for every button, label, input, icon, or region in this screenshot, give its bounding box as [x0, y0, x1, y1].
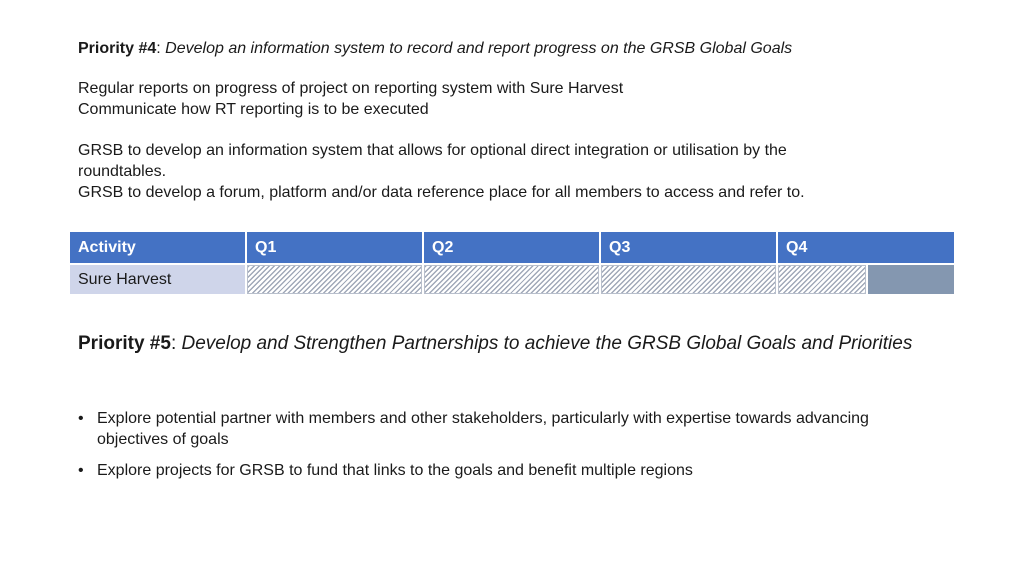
bullet-text: Explore potential partner with members and other stakeholders, particularly with expertise towards advancing objectives of goals	[97, 410, 869, 448]
hatched-progress-bar	[778, 265, 866, 294]
list-item	[78, 460, 898, 481]
column-header-q4: Q4	[777, 232, 954, 264]
q4-cell	[777, 264, 954, 294]
column-header-q3: Q3	[600, 232, 777, 264]
priority-5-title: Develop and Strengthen Partnerships to achieve the GRSB Global Goals and Priorities	[176, 333, 913, 354]
report-line: Communicate how RT reporting is to be executed	[78, 101, 429, 118]
hatched-progress-bar	[247, 265, 422, 294]
priority-4-separator: :	[156, 40, 161, 57]
bullet-icon: •	[78, 462, 84, 479]
grsb-line: GRSB to develop a forum, platform and/or data reference place for all members to access and refer to.	[78, 184, 805, 201]
priority-4-heading	[78, 38, 958, 59]
reports-block	[78, 78, 958, 120]
bullet-icon: •	[78, 410, 84, 427]
table-row	[70, 264, 954, 294]
column-header-activity: Activity	[70, 232, 246, 264]
q1-cell	[246, 264, 423, 294]
bullet-list	[78, 408, 898, 491]
schedule-table	[70, 232, 954, 294]
column-header-q1: Q1	[246, 232, 423, 264]
hatched-progress-bar	[424, 265, 599, 294]
grsb-line: GRSB to develop an information system that allows for optional direct integration or utilisation by the roundtables.	[78, 142, 787, 180]
priority-5-separator: :	[170, 333, 177, 354]
priority-5-heading	[78, 332, 958, 356]
priority-4-label: Priority #4	[78, 40, 157, 57]
grsb-block	[78, 140, 958, 203]
table-header-row	[70, 232, 954, 264]
priority-5-label: Priority #5	[78, 333, 171, 354]
q3-cell	[600, 264, 777, 294]
q2-cell	[423, 264, 600, 294]
column-header-q2: Q2	[423, 232, 600, 264]
report-line: Regular reports on progress of project on reporting system with Sure Harvest	[78, 80, 624, 97]
planned-solid-bar	[868, 265, 954, 294]
hatched-progress-bar	[601, 265, 776, 294]
list-item	[78, 408, 898, 450]
bullet-text: Explore projects for GRSB to fund that links to the goals and benefit multiple regions	[97, 462, 693, 479]
activity-cell: Sure Harvest	[70, 264, 246, 294]
priority-4-title: Develop an information system to record and report progress on the GRSB Global Goals	[160, 40, 793, 57]
